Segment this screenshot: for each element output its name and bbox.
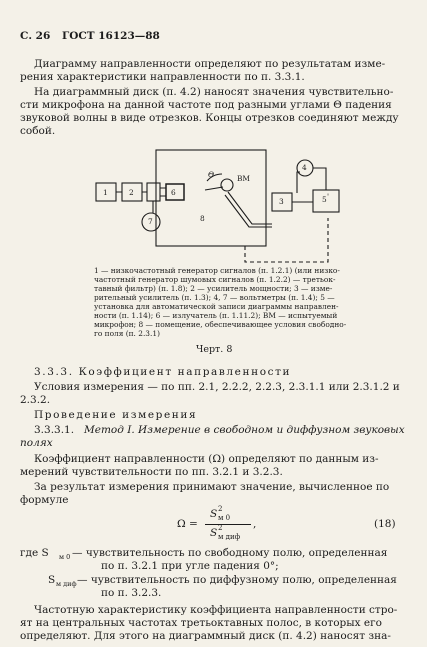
room-boundary xyxy=(156,150,266,246)
caption-line2: частотный генератор шумовых сигналов (п. 1.2.2) — третьок- xyxy=(94,275,336,284)
figure-label: Черт. 8 xyxy=(196,344,233,355)
where2-text: — чувствительность по диффузному полю, определенная xyxy=(77,574,397,586)
label-3: 3 xyxy=(279,197,284,206)
dashed-link xyxy=(245,218,328,262)
caption-line7: микрофон; 8 — помещение, обеспечивающее условия свободно- xyxy=(94,320,347,329)
formula-den-sub: м диф xyxy=(218,533,241,541)
para1-line1: Диаграмму направленности определяют по результатам изме- xyxy=(34,58,386,70)
para2-line2: сти микрофона на данной частоте под разными углами Θ падения xyxy=(20,99,392,111)
label-8: 8 xyxy=(200,214,205,223)
para2-line1: На диаграммный диск (п. 4.2) наносят значения чувствительно- xyxy=(34,86,394,98)
where2-sub: м диф xyxy=(56,580,77,588)
conditions-line2: 2.3.2. xyxy=(20,394,51,406)
fraction-bar xyxy=(205,524,251,525)
where1-prefix: где S xyxy=(20,547,49,559)
formula-comma: , xyxy=(253,518,257,530)
method-title-line2: полях xyxy=(20,437,53,449)
text2-line2: формуле xyxy=(20,494,69,506)
para2-line3: звуковой волны в виде отрезков. Концы отрезков соединяют между xyxy=(20,112,399,124)
page-number: С. 26 xyxy=(20,30,51,42)
section-title: 3.3.3. Коэффициент направленности xyxy=(34,366,292,378)
caption-line3: тавный фильтр) (п. 1.8); 2 — усилитель мощности; 3 — изме- xyxy=(94,284,333,293)
label-7: 7 xyxy=(148,217,153,226)
caption-line1: 1 — низкочастотный генератор сигналов (п. 1.2.1) (или низко- xyxy=(94,266,340,275)
where1-text: — чувствительность по свободному полю, определенная xyxy=(72,547,388,559)
conditions-line1: Условия измерения — по пп. 2.1, 2.2.2, 2.2.3, 2.3.1.1 или 2.3.1.2 и xyxy=(34,381,400,393)
caption-line8: го поля (п. 2.3.1) xyxy=(94,329,160,338)
method-number: 3.3.3.1. xyxy=(34,424,75,436)
caption-line5: установка для автоматической записи диаграммы направлен- xyxy=(94,302,339,311)
label-6: 6 xyxy=(171,188,176,197)
block-3-left xyxy=(147,183,160,201)
where2-prefix: S xyxy=(48,574,56,586)
text3-line2: ят на центральных частотах третьоктавных полос, в которых его xyxy=(20,617,382,629)
procedure-heading: Проведение измерения xyxy=(34,409,198,421)
where2-line2: по п. 3.2.3. xyxy=(101,587,162,599)
formula-num-sup: 2 xyxy=(218,505,223,513)
formula-lhs: Ω = xyxy=(177,518,198,530)
formula-number: (18) xyxy=(374,518,396,530)
formula-numerator: S xyxy=(210,508,218,520)
text3-line3: определяют. Для этого на диаграммный диск (п. 4.2) наносят зна- xyxy=(20,630,391,642)
formula-den-sup: 2 xyxy=(218,524,223,532)
label-5: 5 xyxy=(322,195,327,204)
label-4: 4 xyxy=(302,163,307,172)
mic-arm xyxy=(225,195,272,227)
method-title-line1: Метод I. Измерение в свободном и диффузном звуковых xyxy=(84,424,405,436)
para2-line4: собой. xyxy=(20,125,56,137)
microphone-bm xyxy=(221,179,233,191)
text1-line1: Коэффициент направленности (Ω) определяют по данным из- xyxy=(34,453,379,465)
caption-line6: ности (п. 1.14); 6 — излучатель (п. 1.11.2); ВМ — испытуемый xyxy=(94,311,338,320)
text3-line1: Частотную характеристику коэффициента направленности стро- xyxy=(34,604,398,616)
label-1: 1 xyxy=(103,188,108,197)
angle-symbol: Θ xyxy=(208,170,215,179)
label-bm: ВМ xyxy=(237,174,250,183)
standard-code: ГОСТ 16123—88 xyxy=(62,30,160,42)
where1-line2: по п. 3.2.1 при угле падения 0°; xyxy=(101,560,279,572)
text1-line2: мерений чувствительности по пп. 3.2.1 и 3.2.3. xyxy=(20,466,283,478)
formula-num-sub: м 0 xyxy=(218,514,231,522)
label-2: 2 xyxy=(129,188,134,197)
caption-line4: рительный усилитель (п. 1.3); 4, 7 — вольтметры (п. 1.4); 5 — xyxy=(94,293,335,302)
text2-line1: За результат измерения принимают значение, вычисленное по xyxy=(34,481,390,493)
where1-sub: м 0 xyxy=(59,553,71,561)
para1-line2: рения характеристики направленности по п. 3.3.1. xyxy=(20,71,305,83)
label-5-prime: ' xyxy=(327,192,330,201)
formula-denominator: S xyxy=(210,527,218,539)
